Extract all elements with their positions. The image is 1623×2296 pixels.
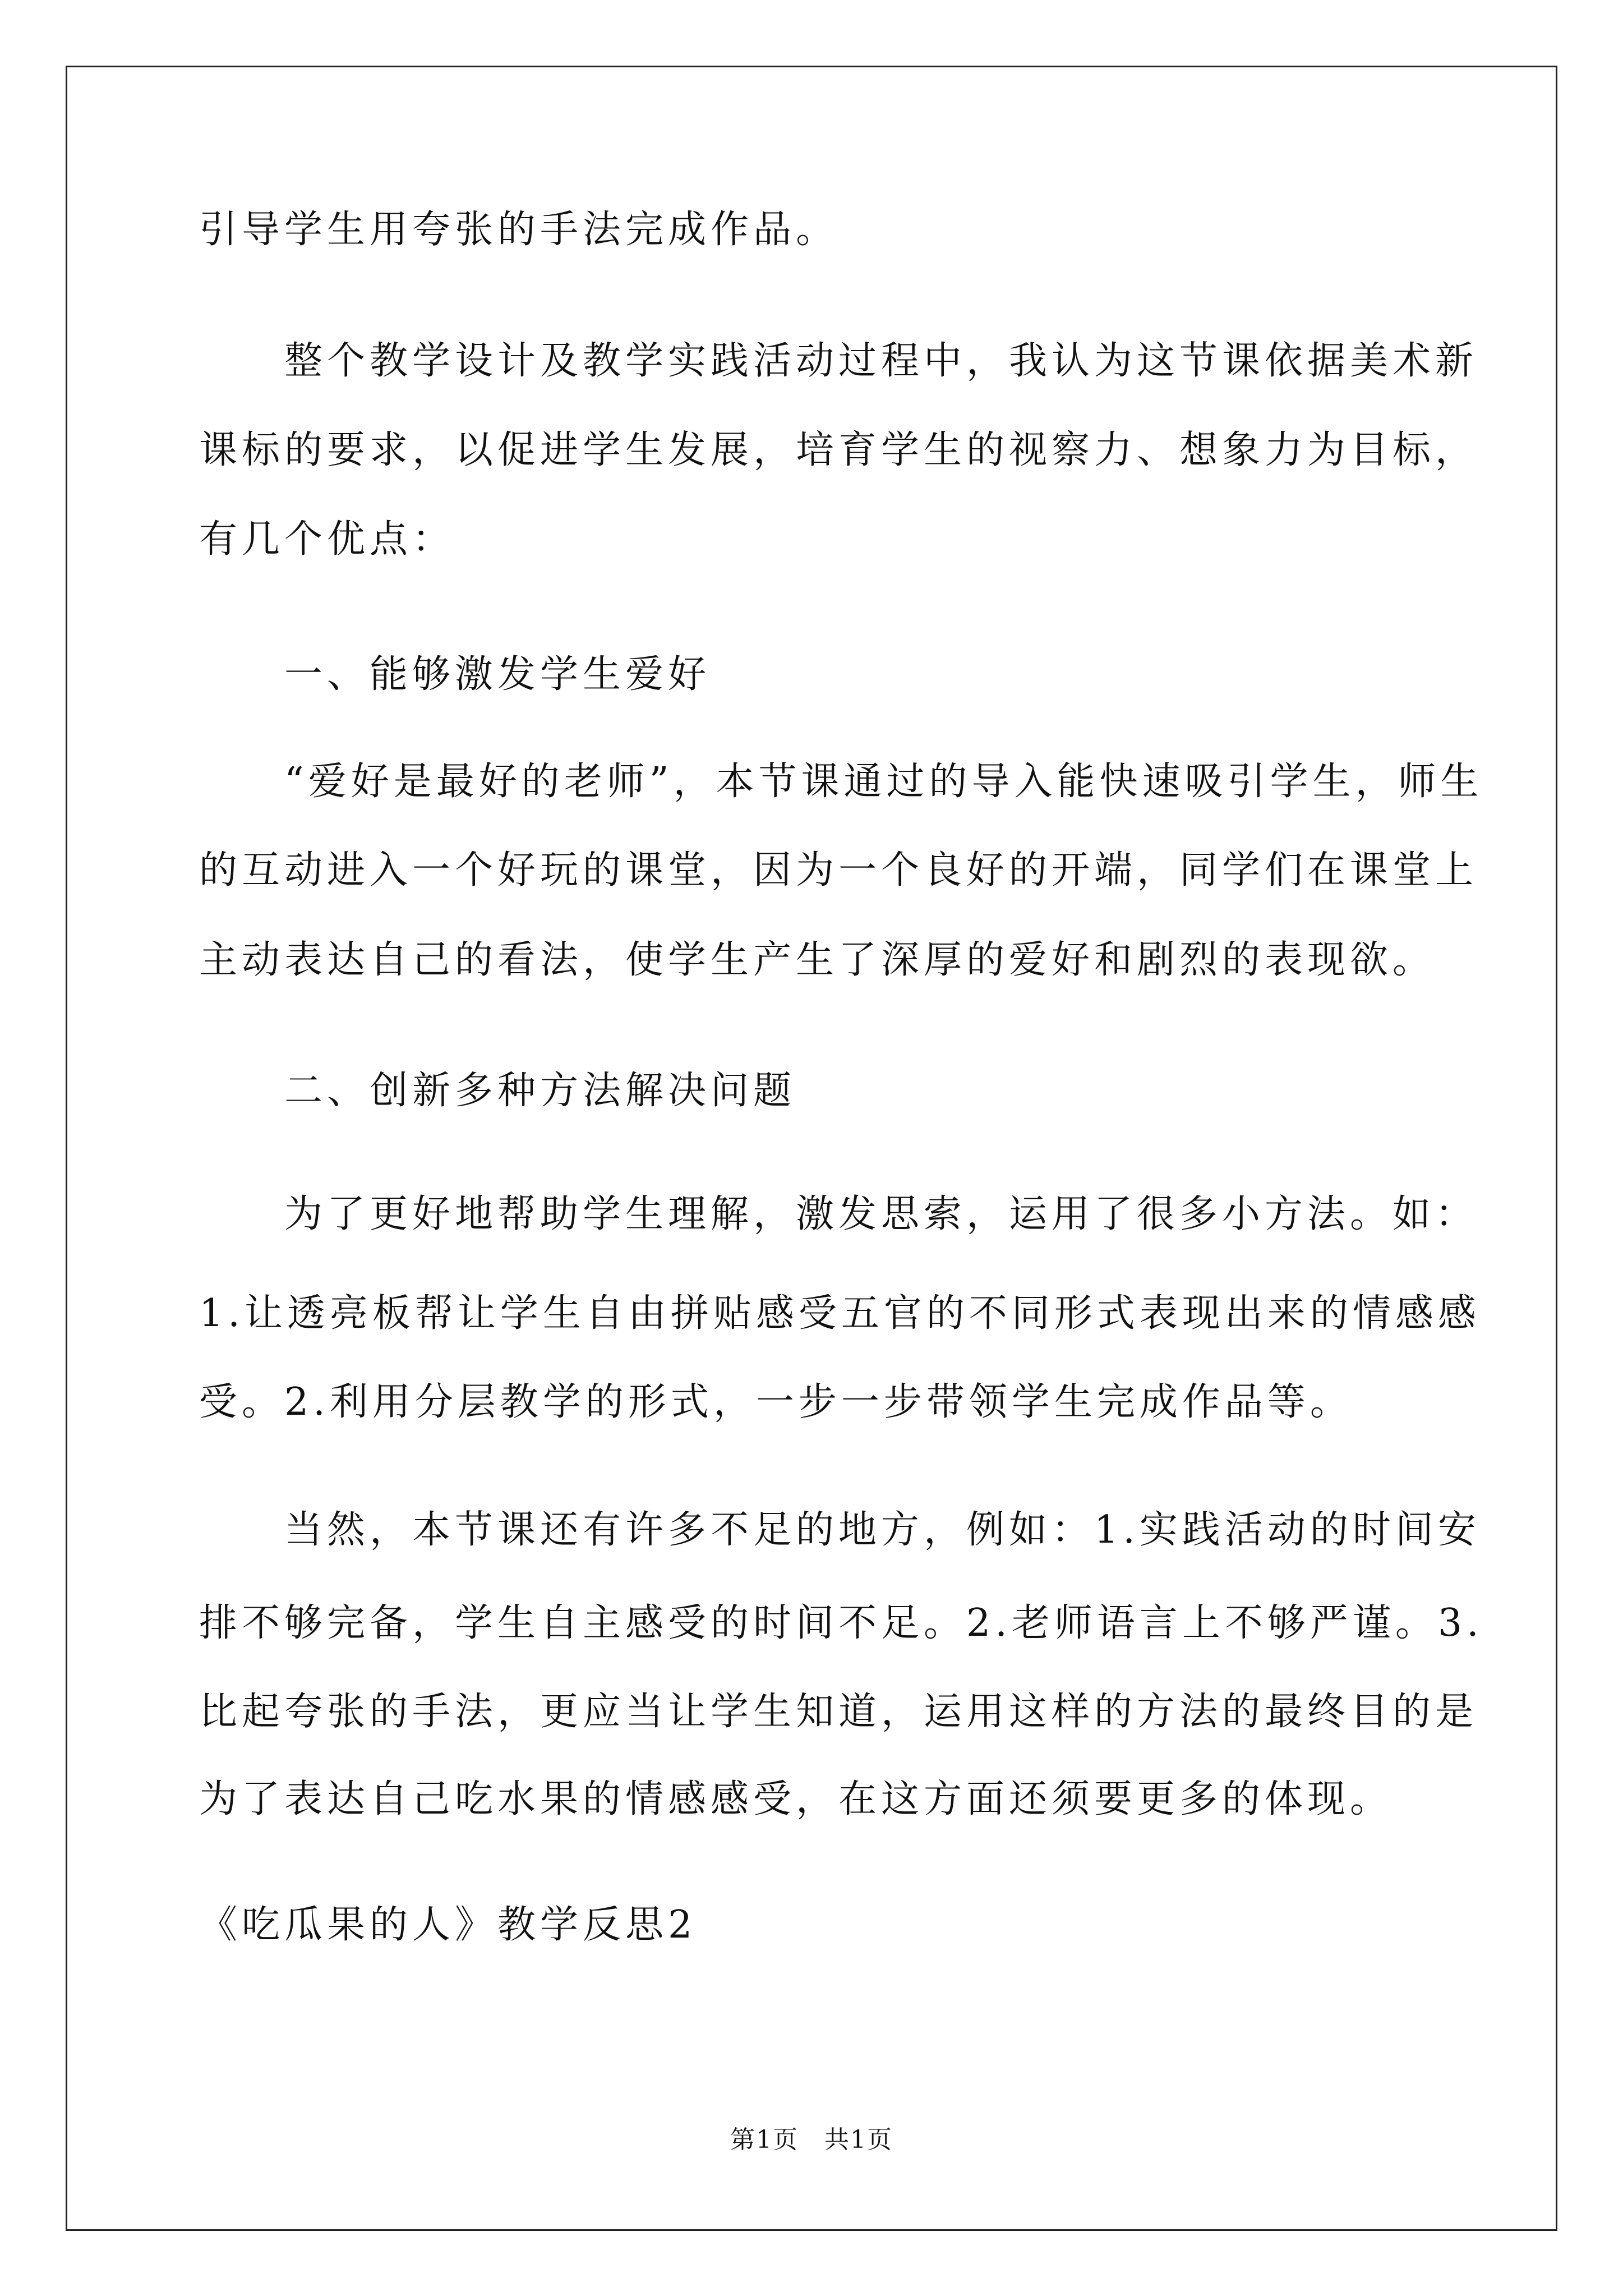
text-line: 主动表达自己的看法，使学生产生了深厚的爱好和剧烈的表现欲。	[199, 938, 1436, 982]
text-line: 的互动进入一个好玩的课堂，因为一个良好的开端，同学们在课堂上	[199, 848, 1478, 892]
page-footer: 第1页 共1页	[730, 2125, 893, 2154]
text-line: 为了更好地帮助学生理解，激发思索，运用了很多小方法。如：	[199, 1192, 1478, 1236]
text-line: 比起夸张的手法，更应当让学生知道，运用这样的方法的最终目的是	[199, 1690, 1478, 1734]
text-line: 有几个优点：	[199, 517, 455, 562]
text-line: 整个教学设计及教学实践活动过程中，我认为这节课依据美术新	[199, 339, 1478, 383]
text-line: 受。2.利用分层教学的形式，一步一步带领学生完成作品等。	[199, 1380, 1353, 1424]
text-line: 为了表达自己吃水果的情感感受，在这方面还须要更多的体现。	[199, 1777, 1393, 1821]
text-line: 排不够完备，学生自主感受的时间不足。2.老师语言上不够严谨。3.	[199, 1601, 1483, 1645]
document-title: 《吃瓜果的人》教学反思2	[199, 1903, 697, 1947]
text-line: “爱好是最好的老师”，本节课通过的导入能快速吸引学生，师生	[199, 760, 1483, 804]
text-line: 当然，本节课还有许多不足的地方，例如：1.实践活动的时间安	[199, 1508, 1481, 1552]
text-line: 1.让透亮板帮让学生自由拼贴感受五官的不同形式表现出来的情感感	[199, 1291, 1481, 1336]
section-heading: 一、能够激发学生爱好	[199, 652, 711, 697]
text-line: 课标的要求，以促进学生发展，培育学生的视察力、想象力为目标，	[199, 428, 1478, 472]
section-heading: 二、创新多种方法解决问题	[199, 1069, 796, 1113]
text-line: 引导学生用夸张的手法完成作品。	[199, 208, 839, 252]
